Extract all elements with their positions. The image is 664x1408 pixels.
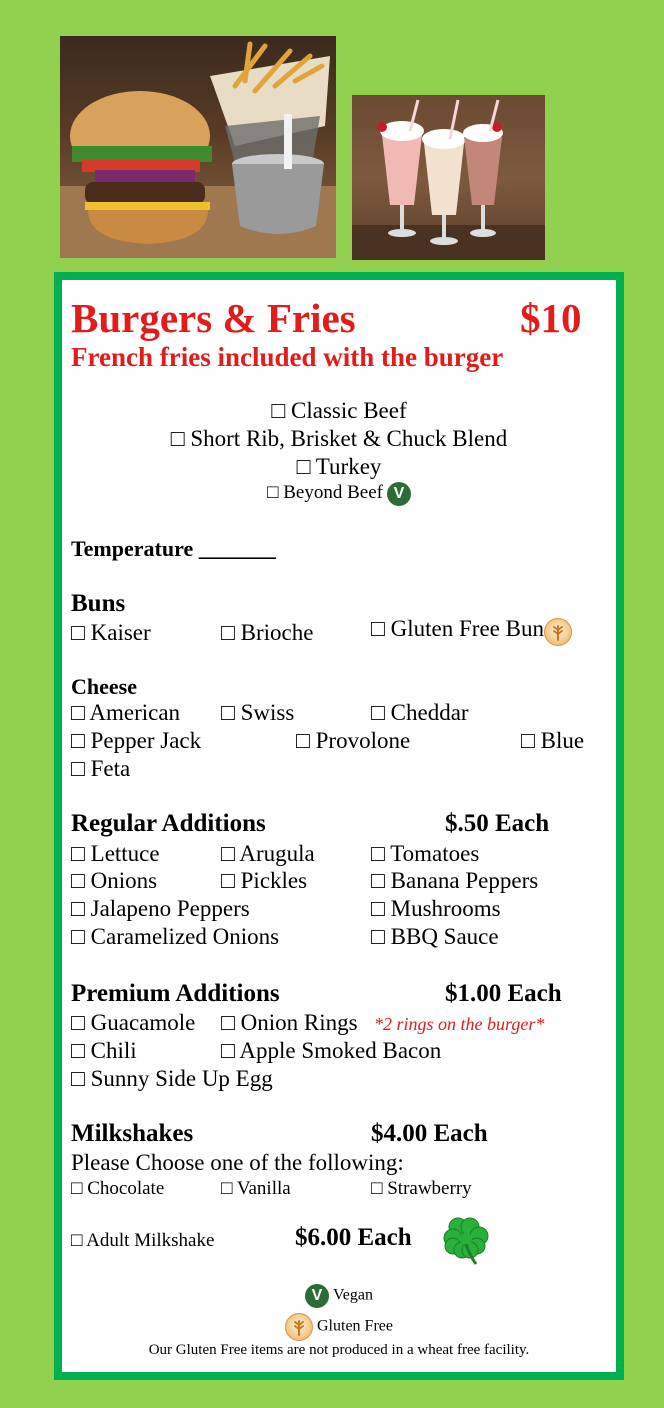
milkshakes-price: $4.00 Each (371, 1120, 488, 1147)
vegan-v-icon: V (305, 1284, 329, 1308)
addition-option-caramelized-onions[interactable]: □ Caramelized Onions (71, 924, 280, 949)
cheese-heading: Cheese (71, 674, 137, 699)
buns-heading: Buns (71, 590, 126, 617)
legend-vegan-label: Vegan (333, 1286, 373, 1304)
cheese-option-swiss[interactable]: □ Swiss (221, 700, 295, 725)
patty-option-beyond-beef: □ Beyond Beef (267, 482, 383, 503)
menu-price: $10 (520, 295, 582, 341)
cheese-option-provolone[interactable]: □ Provolone (296, 728, 411, 753)
patty-option-beyond-beef-row[interactable] (62, 482, 616, 506)
patty-option-blend[interactable]: □ Short Rib, Brisket & Chuck Blend (170, 426, 508, 451)
milkshake-option-adult[interactable]: □ Adult Milkshake (71, 1230, 215, 1251)
four-leaf-clover-icon (440, 1214, 492, 1271)
menu-subtitle: French fries included with the burger (71, 342, 504, 372)
cheese-option-american[interactable]: □ American (71, 700, 181, 725)
milkshake-option-vanilla[interactable]: □ Vanilla (221, 1178, 291, 1199)
addition-option-lettuce[interactable]: □ Lettuce (71, 841, 160, 866)
addition-option-onions[interactable]: □ Onions (71, 868, 158, 893)
addition-option-mushrooms[interactable]: □ Mushrooms (371, 896, 501, 921)
patty-option-classic-beef[interactable]: □ Classic Beef (271, 398, 407, 423)
patty-option-turkey[interactable]: □ Turkey (296, 454, 382, 479)
premium-option-onion-rings[interactable]: □ Onion Rings (221, 1010, 358, 1035)
addition-option-pickles[interactable]: □ Pickles (221, 868, 308, 893)
addition-option-tomatoes[interactable]: □ Tomatoes (371, 841, 480, 866)
menu-card (54, 272, 624, 1380)
temperature-field[interactable]: Temperature _______ (71, 536, 276, 561)
regular-additions-price: $.50 Each (445, 810, 550, 837)
bun-option-gluten-free: □ Gluten Free Bun (371, 616, 544, 641)
addition-option-arugula[interactable]: □ Arugula (221, 841, 315, 866)
cheese-option-pepper-jack[interactable]: □ Pepper Jack (71, 728, 202, 753)
premium-option-guacamole[interactable]: □ Guacamole (71, 1010, 196, 1035)
addition-option-jalapeno-peppers[interactable]: □ Jalapeno Peppers (71, 896, 250, 921)
bun-option-kaiser[interactable]: □ Kaiser (71, 620, 151, 645)
milkshake-option-chocolate[interactable]: □ Chocolate (71, 1178, 165, 1199)
cheese-option-blue[interactable]: □ Blue (521, 728, 585, 753)
adult-milkshake-price: $6.00 Each (295, 1224, 412, 1251)
milkshakes-photo (352, 95, 545, 260)
milkshakes-heading: Milkshakes (71, 1120, 194, 1147)
premium-option-apple-smoked-bacon[interactable]: □ Apple Smoked Bacon (221, 1038, 442, 1063)
legend-vegan (62, 1284, 616, 1308)
onion-rings-note: *2 rings on the burger* (374, 1014, 545, 1034)
menu-title: Burgers & Fries (71, 295, 356, 341)
wheat-icon (285, 1313, 313, 1341)
premium-additions-heading: Premium Additions (71, 980, 280, 1007)
bun-option-gluten-free-row[interactable] (371, 616, 572, 646)
milkshake-option-strawberry[interactable]: □ Strawberry (371, 1178, 472, 1199)
gluten-free-disclaimer: Our Gluten Free items are not produced in a wheat free facility. (148, 1342, 530, 1358)
premium-additions-price: $1.00 Each (445, 980, 562, 1007)
premium-option-sunny-side-up-egg[interactable]: □ Sunny Side Up Egg (71, 1066, 273, 1091)
bun-option-brioche[interactable]: □ Brioche (221, 620, 314, 645)
addition-option-banana-peppers[interactable]: □ Banana Peppers (371, 868, 539, 893)
burger-fries-photo (60, 36, 336, 258)
regular-additions-heading: Regular Additions (71, 810, 266, 837)
cheese-option-cheddar[interactable]: □ Cheddar (371, 700, 469, 725)
vegan-v-icon: V (387, 482, 411, 506)
addition-option-bbq-sauce[interactable]: □ BBQ Sauce (371, 924, 499, 949)
legend-gluten-free (62, 1313, 616, 1341)
premium-option-chili[interactable]: □ Chili (71, 1038, 137, 1063)
wheat-icon (544, 618, 572, 646)
milkshakes-instruction: Please Choose one of the following: (71, 1150, 404, 1175)
cheese-option-feta[interactable]: □ Feta (71, 756, 131, 781)
legend-gluten-free-label: Gluten Free (317, 1317, 393, 1335)
